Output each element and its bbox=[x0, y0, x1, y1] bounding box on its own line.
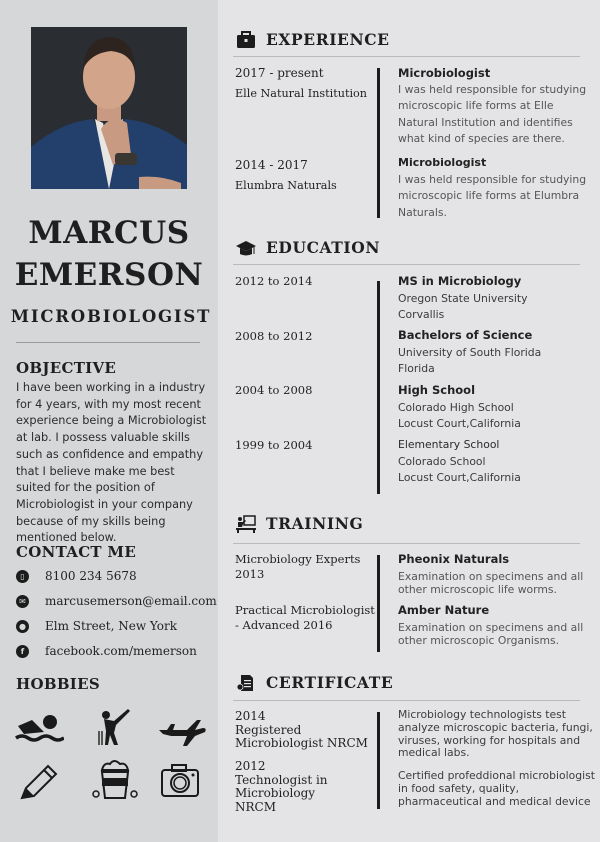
divider bbox=[16, 342, 200, 343]
profile-photo bbox=[31, 27, 187, 189]
email-icon: ✉ bbox=[16, 595, 29, 608]
portrait-image bbox=[31, 27, 187, 189]
location-value: Elm Street, New York bbox=[45, 619, 178, 633]
certificate-year: 2012 bbox=[235, 759, 266, 773]
certificate-entry-2-left bbox=[235, 760, 380, 814]
education-school: Oregon State University bbox=[398, 291, 528, 305]
education-degree: High School bbox=[398, 383, 476, 397]
contact-phone bbox=[16, 568, 137, 584]
experience-company: Elumbra Naturals bbox=[235, 179, 337, 192]
experience-role: Microbiologist bbox=[398, 66, 491, 80]
experience-entry-1-left bbox=[235, 66, 380, 101]
training-course: Practical Microbiologist - Advanced 2016 bbox=[235, 603, 375, 632]
location-icon: ● bbox=[16, 620, 29, 633]
camera-icon bbox=[156, 760, 206, 804]
education-entry-3 bbox=[398, 382, 593, 433]
sidebar bbox=[0, 0, 218, 842]
certificate-icon bbox=[236, 674, 256, 692]
education-degree: MS in Microbiology bbox=[398, 274, 522, 288]
education-school: Colorado School bbox=[398, 454, 486, 468]
contact-location bbox=[16, 618, 177, 634]
experience-period: 2014 - 2017 bbox=[235, 158, 308, 172]
training-description: Examination on specimens and all other microscopic Organisms. bbox=[398, 621, 584, 647]
divider bbox=[233, 264, 580, 265]
graduation-cap-icon bbox=[236, 239, 256, 257]
education-period: 2008 to 2012 bbox=[235, 329, 313, 343]
education-period: 2012 to 2014 bbox=[235, 274, 313, 288]
certificate-header bbox=[236, 673, 393, 692]
experience-entry-1-right bbox=[398, 65, 593, 148]
certificate-name: Registered Microbiologist NRCM bbox=[235, 722, 368, 750]
experience-entry-2-left bbox=[235, 158, 380, 193]
airplane-icon bbox=[157, 706, 207, 750]
contact-heading: CONTACT ME bbox=[16, 543, 137, 561]
hobbies-heading: HOBBIES bbox=[16, 675, 100, 693]
last-name: EMERSON bbox=[14, 257, 204, 293]
training-entry-1 bbox=[398, 552, 593, 596]
first-name: MARCUS bbox=[28, 215, 190, 251]
certificate-description: Certified profeddional microbiologist in food safety, quality, pharmaceutical and medical device bbox=[398, 769, 595, 808]
certificate-heading: CERTIFICATE bbox=[266, 673, 394, 692]
experience-header bbox=[236, 30, 390, 49]
facebook-icon: f bbox=[16, 645, 29, 658]
training-org: Amber Nature bbox=[398, 603, 490, 617]
training-org: Pheonix Naturals bbox=[398, 552, 510, 566]
briefcase-icon bbox=[236, 31, 256, 49]
experience-entry-2-right bbox=[398, 155, 593, 221]
contact-email[interactable] bbox=[16, 593, 217, 609]
certificate-description: Microbiology technologists test analyze microscopic bacteria, fungi, viruses, working for hospitals and medical labs. bbox=[398, 708, 593, 760]
education-heading: EDUCATION bbox=[266, 238, 381, 257]
experience-role: Microbiologist bbox=[398, 156, 487, 169]
education-period: 2004 to 2008 bbox=[235, 383, 313, 397]
experience-description: I was held responsible for studying microscopic life forms at Elle Natural Institution and identifies what kind of species are there. bbox=[398, 82, 587, 145]
education-location: Corvallis bbox=[398, 308, 445, 321]
education-degree: Elementary School bbox=[398, 438, 500, 451]
training-course: Microbiology Experts 2013 bbox=[235, 552, 361, 581]
experience-company: Elle Natural Institution bbox=[235, 87, 367, 100]
education-header bbox=[236, 238, 380, 257]
training-heading: TRAINING bbox=[266, 514, 364, 533]
swimming-icon bbox=[14, 706, 64, 750]
pencil-icon bbox=[14, 760, 64, 804]
training-description: Examination on specimens and all other microscopic life worms. bbox=[398, 570, 584, 596]
phone-value: 8100 234 5678 bbox=[45, 569, 137, 583]
popcorn-movie-icon bbox=[90, 758, 140, 802]
experience-description: I was held responsible for studying microscopic life forms at Elumbra Naturals. bbox=[398, 172, 587, 219]
contact-facebook[interactable] bbox=[16, 643, 197, 659]
education-location: Locust Court,California bbox=[398, 417, 521, 430]
phone-icon: ▯ bbox=[16, 570, 29, 583]
education-school: Colorado High School bbox=[398, 400, 514, 414]
facebook-link[interactable]: facebook.com/memerson bbox=[45, 644, 197, 658]
education-school: University of South Florida bbox=[398, 345, 542, 359]
job-title: MICROBIOLOGIST bbox=[10, 307, 212, 326]
objective-heading: OBJECTIVE bbox=[16, 359, 117, 377]
education-location: Florida bbox=[398, 362, 435, 375]
experience-period: 2017 - present bbox=[235, 66, 324, 80]
training-header bbox=[236, 514, 363, 533]
divider bbox=[233, 56, 580, 57]
education-entry-1 bbox=[398, 273, 593, 324]
education-entry-4 bbox=[398, 437, 593, 487]
certificate-year: 2014 bbox=[235, 709, 266, 723]
divider bbox=[233, 700, 580, 701]
experience-heading: EXPERIENCE bbox=[266, 30, 390, 49]
certificate-name: Technologist in Microbiology NRCM bbox=[235, 772, 328, 814]
education-entry-2 bbox=[398, 327, 593, 378]
education-period: 1999 to 2004 bbox=[235, 438, 313, 452]
divider bbox=[233, 543, 580, 544]
presentation-icon bbox=[236, 515, 256, 533]
education-degree: Bachelors of Science bbox=[398, 328, 533, 342]
objective-text: I have been working in a industry for 4 years, with my most recent experience being a Microbiologist at lab. I possess valuable skills such as confidence and empathy that I believe make me best suited for the position of Microbiologist in your company because of my skills being mentioned below. bbox=[16, 381, 207, 545]
email-link[interactable]: marcusemerson@email.com bbox=[45, 594, 217, 608]
certificate-entry-1-left bbox=[235, 710, 380, 751]
education-location: Locust Court,California bbox=[398, 471, 521, 484]
training-entry-2 bbox=[398, 603, 593, 647]
main-content bbox=[218, 0, 600, 842]
cricket-icon bbox=[92, 705, 142, 749]
